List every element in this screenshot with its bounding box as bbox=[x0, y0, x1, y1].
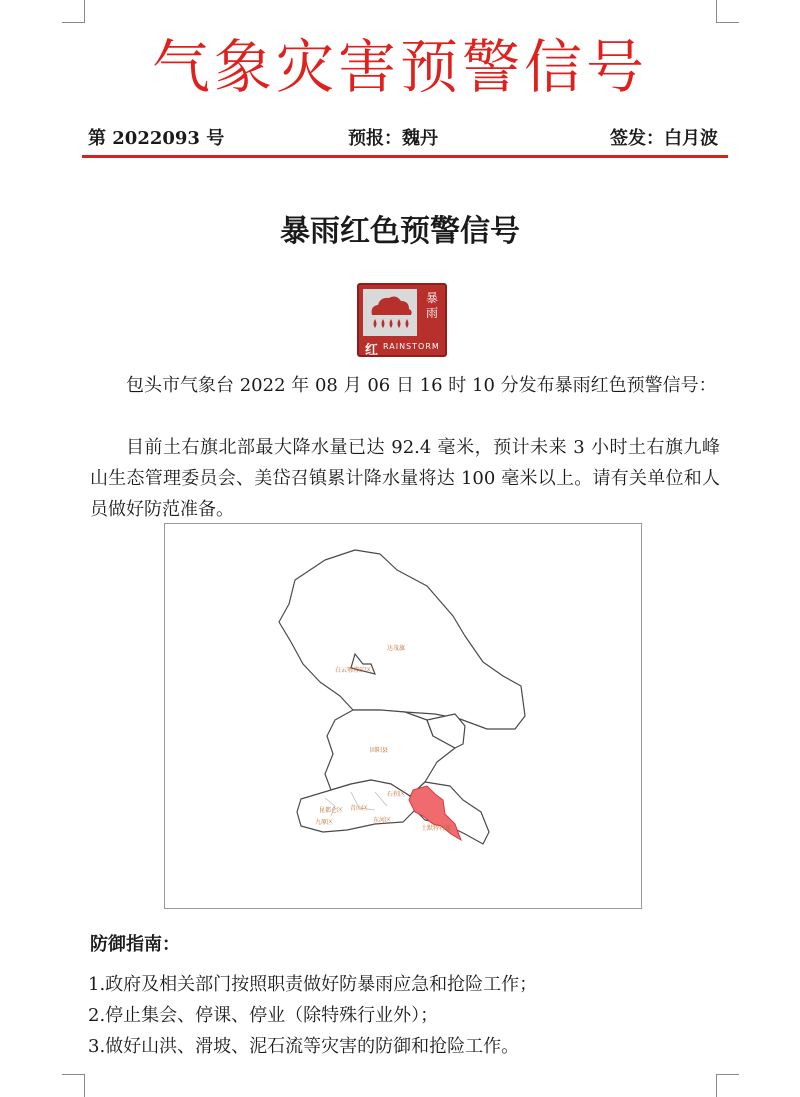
map-label-shiguai: 石拐区 bbox=[387, 791, 406, 798]
map-label-guyang: 固阳县 bbox=[370, 747, 389, 754]
map-svg bbox=[165, 524, 643, 910]
warning-heading: 暴雨红色预警信号 bbox=[280, 214, 520, 249]
map-label-baiyun: 白云鄂博矿区 bbox=[335, 667, 372, 674]
guidance-item: 3.做好山洪、滑坡、泥石流等灾害的防御和抢险工作。 bbox=[88, 1036, 520, 1057]
page-corner-mark bbox=[716, 1074, 739, 1097]
document-title: 气象灾害预警信号 bbox=[151, 33, 648, 101]
badge-icon-panel bbox=[363, 289, 417, 336]
header-divider bbox=[82, 155, 728, 158]
document-number: 第 2022093 号 bbox=[88, 128, 225, 149]
map-region-damao bbox=[279, 550, 525, 729]
badge-label: 暴雨 bbox=[425, 291, 438, 320]
map-label-tumote: 土默特右旗 bbox=[421, 825, 452, 832]
page-corner-mark bbox=[62, 1074, 85, 1097]
guidance-item: 1.政府及相关部门按照职责做好防暴雨应急和抢险工作； bbox=[88, 974, 538, 995]
map-label-donghe: 东河区 bbox=[373, 817, 392, 824]
rainstorm-red-warning-badge bbox=[357, 283, 447, 357]
forecaster: 预报：魏丹 bbox=[348, 128, 438, 149]
warning-area-map bbox=[164, 523, 642, 909]
issuer: 签发：白月波 bbox=[610, 128, 718, 149]
guidance-title: 防御指南： bbox=[90, 934, 180, 955]
map-label-kundulun: 昆都仑区 bbox=[319, 807, 344, 814]
map-label-damao: 达茂旗 bbox=[387, 645, 406, 652]
badge-level: 红 bbox=[365, 343, 379, 358]
guidance-item: 2.停止集会、停课、停业（除特殊行业外）； bbox=[88, 1005, 439, 1026]
map-label-jiuyuan: 九原区 bbox=[315, 819, 334, 826]
map-label-qingshan: 青山区 bbox=[350, 805, 369, 812]
rain-cloud-icon bbox=[363, 289, 417, 336]
badge-english: RAINSTORM bbox=[383, 342, 440, 351]
document-meta-row bbox=[84, 118, 724, 152]
warning-paragraph-issued: 包头市气象台 2022 年 08 月 06 日 16 时 10 分发布暴雨红色预警信号： bbox=[126, 375, 717, 396]
warning-paragraph-details: 目前土右旗北部最大降水量已达 92.4 毫米，预计未来 3 小时土右旗九峰山生态管理委员会、美岱召镇累计降水量将达 100 毫米以上。请有关单位和人员做好防范准备。 bbox=[90, 437, 720, 520]
